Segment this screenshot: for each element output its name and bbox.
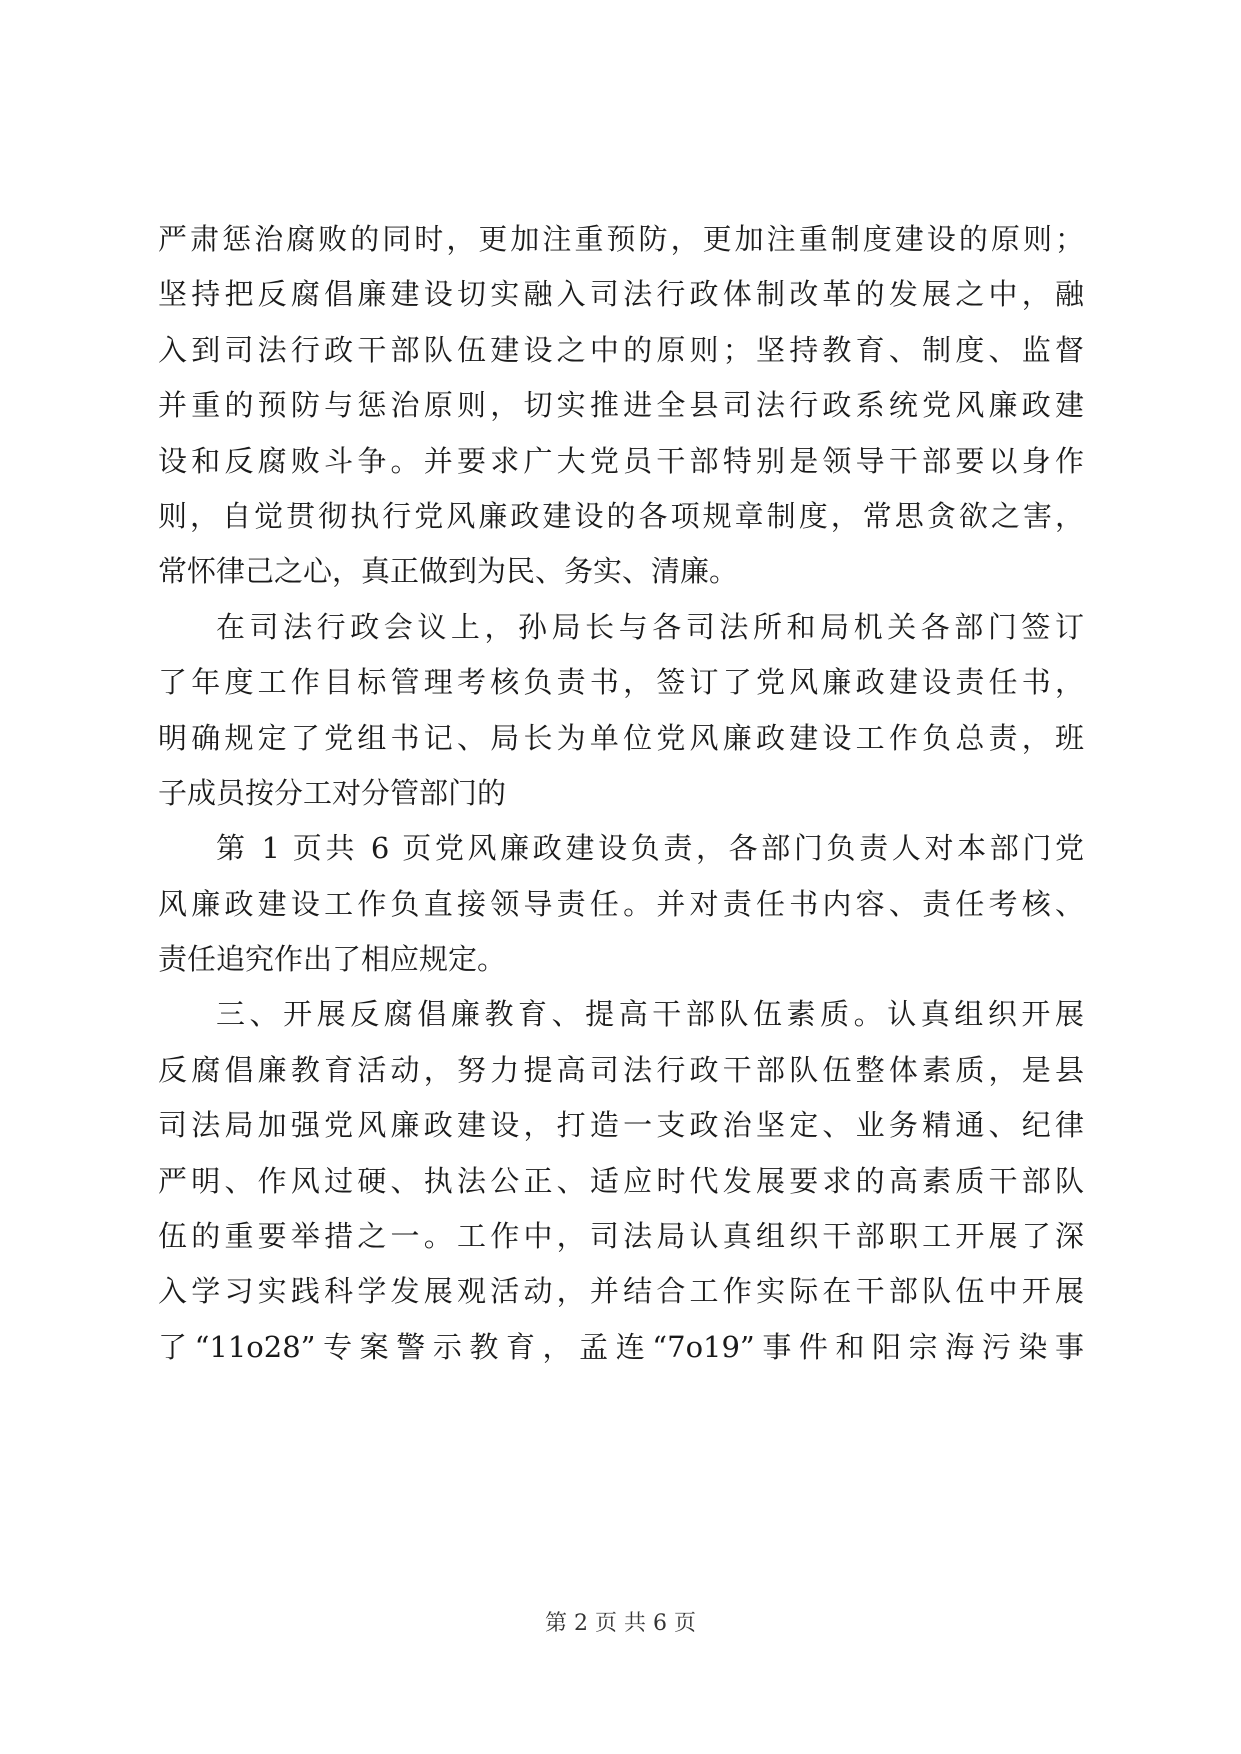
text-line: 坚持把反腐倡廉建设切实融入司法行政体制改革的发展之中，融 <box>158 277 1084 312</box>
text-line: 入学习实践科学发展观活动，并结合工作实际在干部队伍中开展 <box>158 1274 1084 1309</box>
text-line: 常怀律己之心，真正做到为民、务实、清廉。 <box>158 554 739 589</box>
text-line: 了“11o28”专案警示教育，孟连“7o19”事件和阳宗海污染事 <box>158 1329 1084 1364</box>
text-line: 设和反腐败斗争。并要求广大党员干部特别是领导干部要以身作 <box>158 443 1084 478</box>
page-footer: 第 2 页 共 6 页 <box>545 1611 696 1636</box>
text-line: 责任追究作出了相应规定。 <box>158 942 507 977</box>
text-line: 反腐倡廉教育活动，努力提高司法行政干部队伍整体素质，是县 <box>158 1052 1084 1087</box>
text-line: 风廉政建设工作负直接领导责任。并对责任书内容、责任考核、 <box>158 886 1084 921</box>
text-line: 严肃惩治腐败的同时，更加注重预防，更加注重制度建设的原则； <box>158 222 1084 256</box>
text-line: 子成员按分工对分管部门的 <box>158 775 507 810</box>
text-line: 入到司法行政干部队伍建设之中的原则；坚持教育、制度、监督 <box>158 332 1084 367</box>
text-line: 明确规定了党组书记、局长为单位党风廉政建设工作负总责，班 <box>158 720 1084 755</box>
text-line: 并重的预防与惩治原则，切实推进全县司法行政系统党风廉政建 <box>158 388 1084 423</box>
text-line: 三、开展反腐倡廉教育、提高干部队伍素质。认真组织开展 <box>216 997 1084 1032</box>
body-text <box>158 212 1084 1375</box>
text-line: 司法局加强党风廉政建设，打造一支政治坚定、业务精通、纪律 <box>158 1108 1084 1143</box>
text-line: 则，自觉贯彻执行党风廉政建设的各项规章制度，常思贪欲之害， <box>158 498 1084 533</box>
text-line: 第 1 页共 6 页党风廉政建设负责，各部门负责人对本部门党 <box>216 831 1084 866</box>
text-line: 伍的重要举措之一。工作中，司法局认真组织干部职工开展了深 <box>158 1219 1084 1254</box>
text-line: 在司法行政会议上，孙局长与各司法所和局机关各部门签订 <box>216 609 1084 644</box>
text-line: 严明、作风过硬、执法公正、适应时代发展要求的高素质干部队 <box>158 1163 1084 1198</box>
text-line: 了年度工作目标管理考核负责书，签订了党风廉政建设责任书， <box>158 665 1084 700</box>
